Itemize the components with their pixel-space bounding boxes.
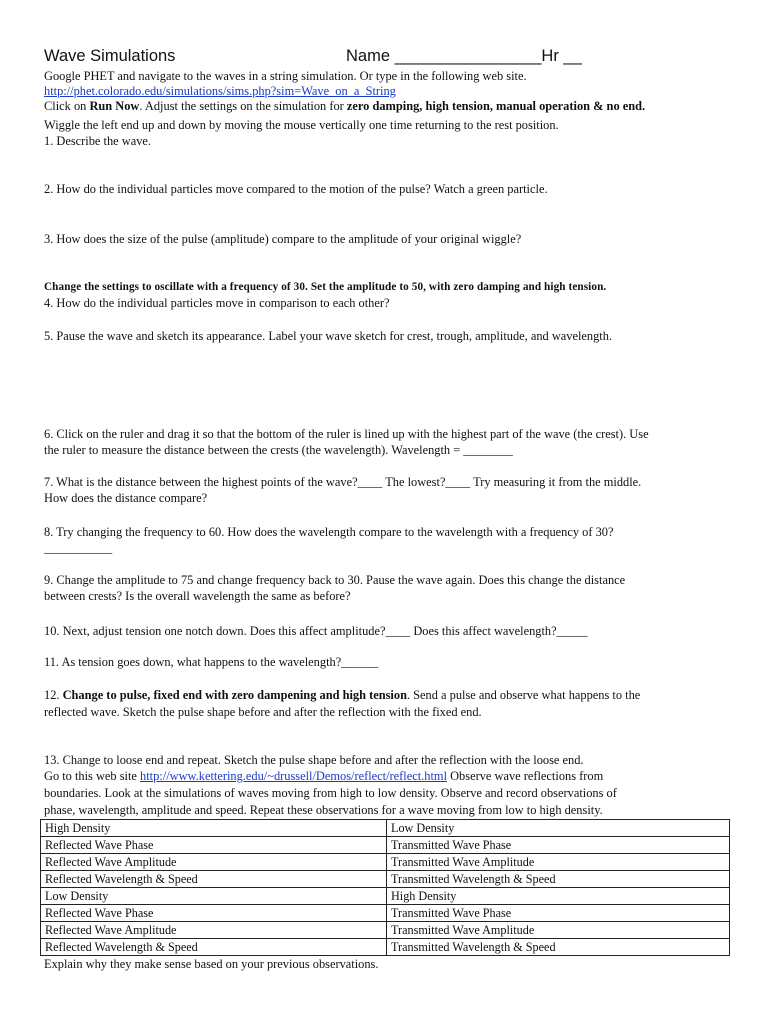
table-cell[interactable]: Transmitted Wave Amplitude [387, 922, 730, 939]
table-cell[interactable]: Transmitted Wave Phase [387, 905, 730, 922]
table-cell[interactable]: Low Density [41, 888, 387, 905]
table-row [41, 854, 730, 871]
question-13-line-1: 13. Change to loose end and repeat. Sketch the pulse shape before and after the reflection with the loose end. [44, 753, 584, 767]
table-cell[interactable]: Reflected Wavelength & Speed [41, 871, 387, 888]
observation-table [40, 819, 730, 956]
intro-line: Google PHET and navigate to the waves in a string simulation. Or type in the following web site. [44, 69, 527, 83]
question-3: 3. How does the size of the pulse (amplitude) compare to the amplitude of your original wiggle? [44, 232, 522, 246]
closing-question: Explain why they make sense based on your previous observations. [44, 957, 379, 971]
q12-rest: . Send a pulse and observe what happens to the [406, 688, 641, 702]
question-12-line-1 [44, 688, 732, 703]
observation-table-body [41, 820, 730, 956]
question-13-line-3: boundaries. Look at the simulations of waves moving from high to low density. Observe and record observations of [44, 786, 617, 800]
frequency-instruction: Change the settings to oscillate with a frequency of 30. Set the amplitude to 50, with zero damping and high tension. [44, 281, 607, 293]
go-suffix: Observe wave reflections from [447, 769, 604, 783]
table-cell[interactable]: Transmitted Wave Phase [387, 837, 730, 854]
table-row [41, 905, 730, 922]
question-7-line-1: 7. What is the distance between the highest points of the wave?____ The lowest?____ Try measuring it from the middle. [44, 475, 642, 489]
question-9-line-1: 9. Change the amplitude to 75 and change frequency back to 30. Pause the wave again. Does this change the distance [44, 573, 626, 587]
phet-simulation-link[interactable]: http://phet.colorado.edu/simulations/sims.php?sim=Wave_on_a_String [44, 84, 396, 98]
question-13-line-4: phase, wavelength, amplitude and speed. Repeat these observations for a wave moving from low to high density. [44, 803, 603, 817]
question-9-line-2: between crests? Is the overall wavelength the same as before? [44, 589, 351, 603]
table-cell[interactable]: Transmitted Wavelength & Speed [387, 939, 730, 956]
question-10: 10. Next, adjust tension one notch down. Does this affect amplitude?____ Does this affect wavelength?_____ [44, 624, 588, 638]
table-row [41, 939, 730, 956]
table-cell[interactable]: High Density [41, 820, 387, 837]
table-row [41, 922, 730, 939]
question-12-line-2: reflected wave. Sketch the pulse shape before and after the reflection with the fixed end. [44, 705, 482, 719]
table-cell[interactable]: Transmitted Wavelength & Speed [387, 871, 730, 888]
question-8-line-2: ___________ [44, 541, 113, 555]
question-13-line-2 [44, 769, 732, 784]
header [44, 47, 744, 69]
table-cell[interactable]: Reflected Wave Phase [41, 837, 387, 854]
table-row [41, 820, 730, 837]
phet-link-line [44, 84, 732, 99]
name-hour-field: Name ________________Hr __ [346, 47, 582, 65]
go-prefix: Go to this web site [44, 769, 141, 783]
wiggle-instruction: Wiggle the left end up and down by moving the mouse vertically one time returning to the rest position. [44, 118, 559, 132]
question-11: 11. As tension goes down, what happens to the wavelength?______ [44, 655, 379, 669]
question-1: 1. Describe the wave. [44, 134, 151, 148]
q12-bold-instruction: Change to pulse, fixed end with zero dampening and high tension [62, 688, 407, 702]
question-2: 2. How do the individual particles move compared to the motion of the pulse? Watch a green particle. [44, 182, 548, 196]
run-now-label: Run Now [89, 99, 140, 113]
table-cell[interactable]: Reflected Wave Phase [41, 905, 387, 922]
run-now-instruction [44, 99, 732, 114]
kettering-reflect-link[interactable]: http://www.kettering.edu/~drussell/Demos/reflect/reflect.html [140, 769, 448, 783]
question-7-line-2: How does the distance compare? [44, 491, 208, 505]
question-5: 5. Pause the wave and sketch its appearance. Label your wave sketch for crest, trough, amplitude, and wavelength. [44, 329, 613, 343]
question-4: 4. How do the individual particles move in comparison to each other? [44, 296, 390, 310]
settings-label: zero damping, high tension, manual operation & no end. [346, 99, 646, 113]
table-cell[interactable]: Transmitted Wave Amplitude [387, 854, 730, 871]
table-row [41, 888, 730, 905]
table-cell[interactable]: High Density [387, 888, 730, 905]
table-row [41, 837, 730, 854]
click-prefix: Click on [44, 99, 90, 113]
click-mid: . Adjust the settings on the simulation for [139, 99, 347, 113]
table-cell[interactable]: Low Density [387, 820, 730, 837]
table-cell[interactable]: Reflected Wave Amplitude [41, 854, 387, 871]
table-cell[interactable]: Reflected Wave Amplitude [41, 922, 387, 939]
q12-number: 12. [44, 688, 63, 702]
table-cell[interactable]: Reflected Wavelength & Speed [41, 939, 387, 956]
table-row [41, 871, 730, 888]
question-6-line-1: 6. Click on the ruler and drag it so that the bottom of the ruler is lined up with the highest part of the wave (the crest). Use [44, 427, 649, 441]
question-8-line-1: 8. Try changing the frequency to 60. How does the wavelength compare to the wavelength with a frequency of 30? [44, 525, 614, 539]
page-title: Wave Simulations [44, 47, 176, 65]
question-6-line-2: the ruler to measure the distance between the crests (the wavelength). Wavelength = ________ [44, 443, 513, 457]
